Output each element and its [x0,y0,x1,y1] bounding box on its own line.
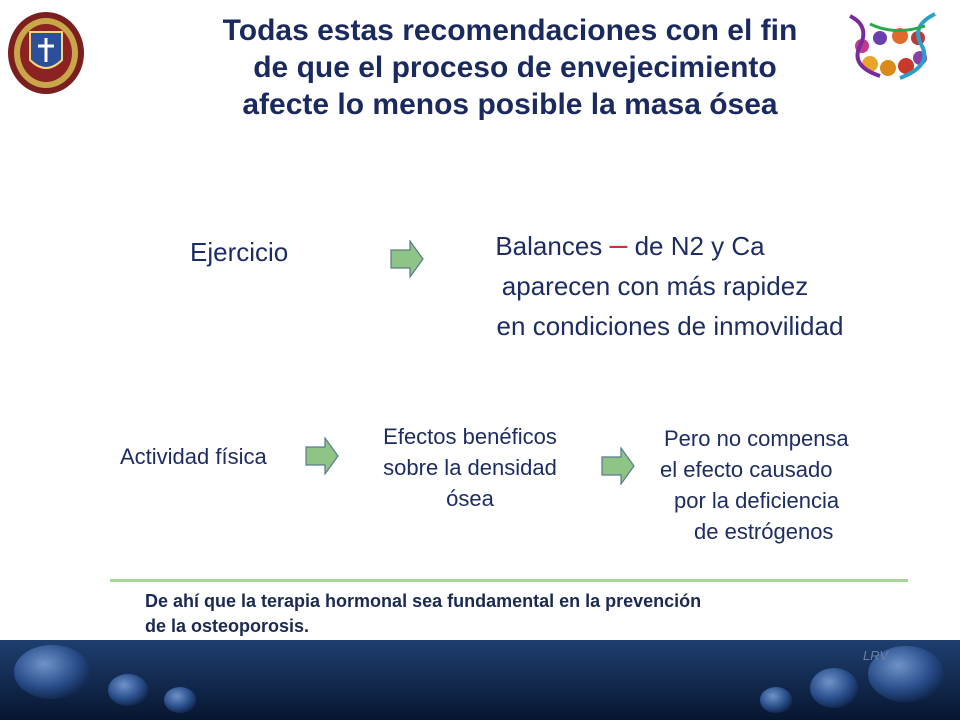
pero-line-1: Pero no compensa [664,426,849,451]
ejercicio-label: Ejercicio [190,237,289,267]
actividad-fisica-label: Actividad física [120,444,267,469]
conclusion-line-2: de la osteoporosis. [145,616,310,636]
pero-line-2: el efecto causado [660,457,833,482]
pero-line-4: de estrógenos [694,519,834,544]
negative-dash: – [609,226,628,262]
balances-word: Balances [495,231,603,261]
decorative-bubble [14,645,90,699]
efectos-line-2: sobre la densidad [383,455,557,480]
right-arrow-icon [390,240,424,278]
balances-line-2: aparecen con más rapidez [501,271,809,301]
title-line-2: de que el proceso de envejecimiento [253,51,777,84]
balances-line-3: en condiciones de inmovilidad [496,311,844,341]
balances-text [440,224,900,346]
pero-line-3: por la deficiencia [674,488,840,513]
pero-no-compensa-text [660,423,920,547]
efectos-line-3: ósea [446,486,494,511]
decorative-bubble [810,668,858,708]
efectos-line-1: Efectos benéficos [383,424,557,449]
title-line-1: Todas estas recomendaciones con el fin [222,14,798,47]
university-seal-icon [6,10,86,96]
author-initials: LRV [862,648,888,663]
balances-line-1 [440,224,900,266]
divider-line [110,579,908,582]
decorative-bubble [108,674,148,706]
n2-ca-text: de N2 y Ca [634,231,765,261]
efectos-beneficos-text [350,421,590,514]
title-line-3: afecte lo menos posible la masa ósea [242,88,778,121]
footer-band [0,640,960,720]
right-arrow-icon [305,437,339,475]
conclusion-text [145,589,865,639]
slide-title [170,12,850,123]
right-arrow-icon [601,447,635,485]
conclusion-line-1: De ahí que la terapia hormonal sea fundamental en la prevención [145,591,702,611]
decorative-bubble [760,687,792,713]
dna-emblem-icon [840,6,950,86]
decorative-bubble [164,687,196,713]
